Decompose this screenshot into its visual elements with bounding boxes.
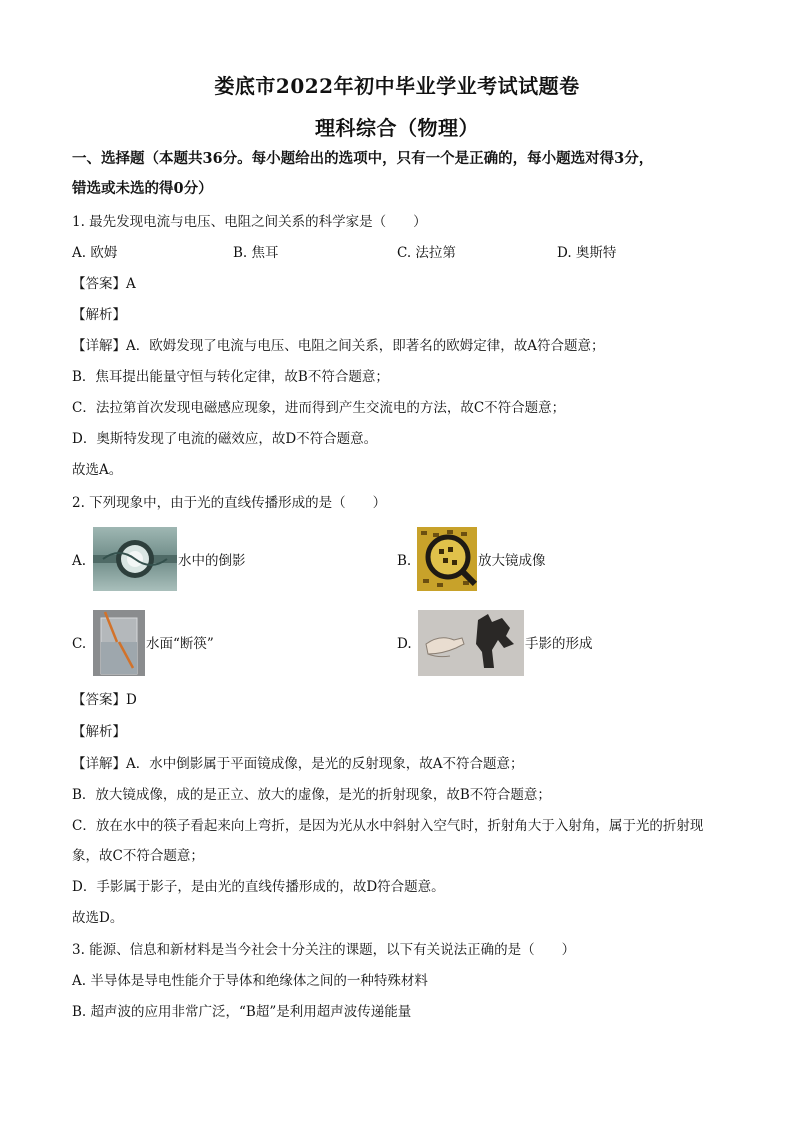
page-subtitle: 理科综合（物理） — [315, 116, 479, 140]
section-heading-line2: 错选或未选的得0分） — [72, 180, 213, 197]
q2-detail-b: B．放大镜成像，成的是正立、放大的虚像，是光的折射现象，故B不符合题意； — [72, 787, 551, 803]
q2-answer: 【答案】D — [72, 692, 137, 708]
q2-detail-d: D．手影属于影子，是由光的直线传播形成的，故D符合题意。 — [72, 879, 445, 895]
q2-option-b-caption: 放大镜成像 — [478, 553, 546, 569]
q2-option-d-caption: 手影的形成 — [525, 636, 593, 652]
q3-option-b: B. 超声波的应用非常广泛，“B超”是利用超声波传递能量 — [72, 1004, 412, 1020]
q2-option-a-caption: 水中的倒影 — [178, 553, 246, 569]
q2-option-d-letter: D. — [397, 636, 412, 652]
q2-option-a-letter: A. — [72, 553, 87, 569]
q2-detail-c-line1: C．放在水中的筷子看起来向上弯折，是因为光从水中斜射入空气时，折射角大于入射角，属于光的折射现 — [72, 818, 704, 834]
q2-stem: 2. 下列现象中，由于光的直线传播形成的是（ ） — [72, 495, 387, 511]
q2-option-b-letter: B. — [397, 553, 412, 569]
q1-answer: 【答案】A — [72, 276, 136, 292]
q2-conclusion: 故选D。 — [72, 910, 124, 926]
q1-detail-c: C．法拉第首次发现电磁感应现象，进而得到产生交流电的方法，故C不符合题意； — [72, 400, 566, 416]
q2-analysis-label: 【解析】 — [72, 724, 126, 740]
q1-option-d: D. 奥斯特 — [557, 245, 617, 261]
q1-option-c: C. 法拉第 — [397, 245, 456, 261]
q1-detail-d: D．奥斯特发现了电流的磁效应，故D不符合题意。 — [72, 431, 378, 447]
hand-shadow-image — [418, 610, 524, 676]
broken-chopstick-image — [93, 610, 145, 676]
q1-stem: 1. 最先发现电流与电压、电阻之间关系的科学家是（ ） — [72, 214, 427, 230]
q2-detail-c-line2: 象，故C不符合题意； — [72, 848, 204, 864]
magnifier-image — [417, 527, 477, 591]
q3-option-a: A. 半导体是导电性能介于导体和绝缘体之间的一种特殊材料 — [72, 973, 428, 989]
q1-option-a: A. 欧姆 — [72, 245, 118, 261]
page-title: 娄底市2022年初中毕业学业考试试题卷 — [214, 74, 580, 98]
q1-detail-a: 【详解】A．欧姆发现了电流与电压、电阻之间关系，即著名的欧姆定律，故A符合题意； — [72, 338, 605, 354]
q2-option-c-caption: 水面“断筷” — [146, 636, 214, 652]
q1-detail-b: B．焦耳提出能量守恒与转化定律，故B不符合题意； — [72, 369, 389, 385]
section-heading-line1: 一、选择题（本题共36分。每小题给出的选项中，只有一个是正确的，每小题选对得3分， — [72, 150, 654, 167]
q2-detail-a: 【详解】A．水中倒影属于平面镜成像，是光的反射现象，故A不符合题意； — [72, 756, 524, 772]
q1-analysis-label: 【解析】 — [72, 307, 126, 323]
q1-option-b: B. 焦耳 — [233, 245, 279, 261]
q3-stem: 3. 能源、信息和新材料是当今社会十分关注的课题，以下有关说法正确的是（ ） — [72, 942, 576, 958]
q1-conclusion: 故选A。 — [72, 462, 123, 478]
water-reflection-image — [93, 527, 177, 591]
q2-option-c-letter: C. — [72, 636, 87, 652]
